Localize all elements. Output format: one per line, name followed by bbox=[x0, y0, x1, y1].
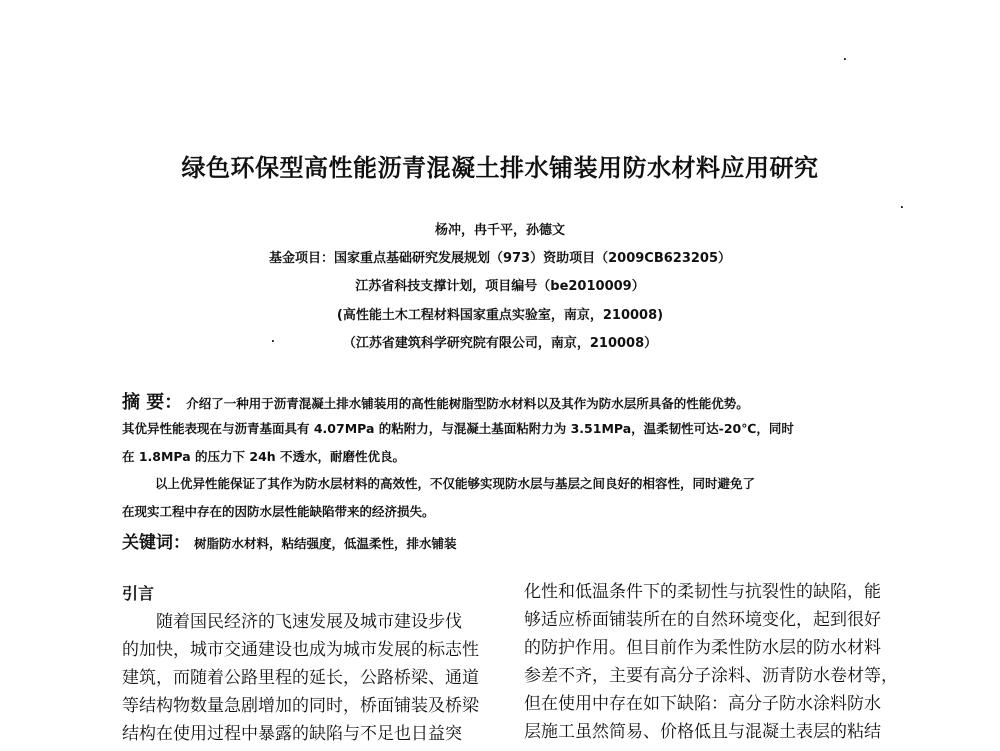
affiliation-2: （江苏省建筑科学研究院有限公司，南京，210008） bbox=[342, 336, 658, 351]
scan-speck: . bbox=[900, 200, 904, 211]
body-line: 够适应桥面铺装所在的自然环境变化，起到很好 bbox=[524, 610, 881, 630]
section-heading-intro: 引言 bbox=[122, 584, 155, 603]
funding-line-1: 基金项目：国家重点基础研究发展规划（973）资助项目（2009CB623205） bbox=[268, 251, 732, 266]
keywords-line bbox=[122, 528, 457, 553]
keywords-text: 树脂防水材料，粘结强度，低温柔性，排水铺装 bbox=[194, 536, 457, 551]
abstract-label: 摘 要： bbox=[122, 392, 183, 413]
keywords-label: 关键词： bbox=[122, 533, 190, 553]
body-line: 化性和低温条件下的柔韧性与抗裂性的缺陷，能 bbox=[524, 582, 881, 602]
affiliation-1: (高性能土木工程材料国家重点实验室，南京，210008) bbox=[336, 308, 664, 323]
right-column bbox=[524, 578, 904, 746]
authors: 杨冲，冉千平，孙德文 bbox=[434, 223, 565, 238]
left-column bbox=[122, 580, 502, 748]
body-line: 结构在使用过程中暴露的缺陷与不足也日益突 bbox=[122, 724, 462, 744]
abstract-line: 在现实工程中存在的因防水层性能缺陷带来的经济损失。 bbox=[122, 504, 435, 519]
paper-title: 绿色环保型高性能沥青混凝土排水铺装用防水材料应用研究 bbox=[181, 154, 819, 182]
abstract-line: 以上优异性能保证了其作为防水层材料的高效性，不仅能够实现防水层与基层之间良好的相容性，同时避免了 bbox=[155, 476, 756, 491]
body-line: 的防护作用。但目前作为柔性防水层的防水材料 bbox=[524, 638, 881, 658]
body-line: 的加快，城市交通建设也成为城市发展的标志性 bbox=[122, 640, 479, 660]
body-line: 但在使用中存在如下缺陷：高分子防水涂料防水 bbox=[524, 694, 881, 714]
scan-speck: . bbox=[271, 334, 275, 345]
abstract-text: 介绍了一种用于沥青混凝土排水铺装用的高性能树脂型防水材料以及其作为防水层所具备的性能优势。 bbox=[186, 396, 749, 411]
funding-line-2: 江苏省科技支撑计划，项目编号（be2010009） bbox=[355, 279, 645, 294]
body-line: 参差不齐，主要有高分子涂料、沥青防水卷材等， bbox=[524, 666, 898, 686]
body-line: 等结构物数量急剧增加的同时，桥面铺装及桥梁 bbox=[122, 696, 479, 716]
abstract-line: 在 1.8MPa 的压力下 24h 不透水，耐磨性优良。 bbox=[122, 449, 406, 464]
scan-speck: . bbox=[843, 52, 847, 63]
abstract-line: 其优异性能表现在与沥青基面具有 4.07MPa 的粘附力，与混凝土基面粘附力为 3.51MPa，温柔韧性可达-20℃，同时 bbox=[122, 421, 794, 436]
abstract-line bbox=[122, 388, 749, 414]
body-line: 建筑，而随着公路里程的延长，公路桥梁、通道 bbox=[122, 668, 479, 688]
body-line: 层施工虽然简易、价格低且与混凝土表层的粘结 bbox=[524, 722, 881, 742]
body-line: 随着国民经济的飞速发展及城市建设步伐 bbox=[156, 612, 462, 632]
